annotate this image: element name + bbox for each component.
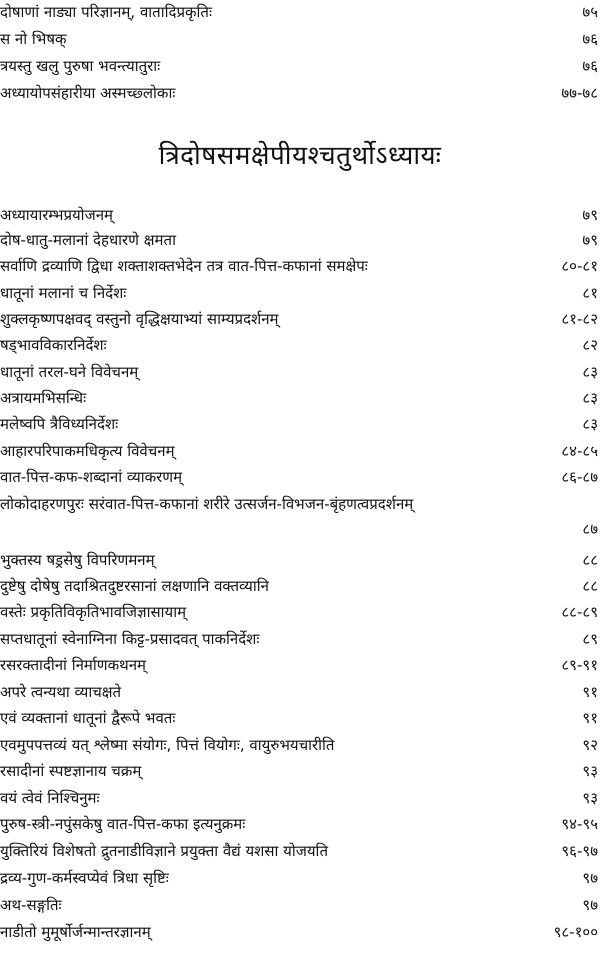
toc-entry-page: ८३ <box>582 389 598 407</box>
toc-entry-title: सर्वाणि द्रव्याणि द्विधा शक्ताशक्तभेदेन तत्र वात-पित्त-कफानां समक्षेपः <box>0 257 368 275</box>
toc-entry <box>0 735 600 755</box>
toc-entry-page: ८८ <box>582 577 598 595</box>
toc-entry <box>0 467 600 487</box>
toc-entry-title: एवं व्यक्तानां धातूनां द्वैरूपे भवतः <box>0 709 176 727</box>
toc-entry-title: धातूनां तरल-घने विवेचनम् <box>0 363 139 381</box>
toc-entry-page: ८३ <box>582 415 598 433</box>
toc-entry-title: सप्तधातूनां स्वेनाग्निना किट्ट-प्रसादवत् पाकनिर्देशः <box>0 630 260 648</box>
toc-entry <box>0 841 600 861</box>
toc-entry <box>0 708 600 728</box>
toc-entry <box>0 895 600 915</box>
toc-entry <box>0 362 600 382</box>
toc-entry-title: दोष-धातु-मलानां देहधारणे क्षमता <box>0 231 176 249</box>
toc-entry-page: ९२ <box>582 736 598 754</box>
toc-entry <box>0 309 600 329</box>
toc-entry-page: ८७ <box>582 520 598 538</box>
toc-entry-page: ८१-८२ <box>561 310 598 328</box>
toc-entry-continuation <box>0 519 600 539</box>
toc-entry-title: वात-पित्त-कफ-शब्दानां व्याकरणम् <box>0 468 183 486</box>
toc-entry <box>0 29 600 49</box>
toc-entry <box>0 2 600 22</box>
toc-entry <box>0 414 600 434</box>
toc-entry <box>0 761 600 781</box>
toc-entry-title: षड्भावविकारनिर्देशः <box>0 336 107 354</box>
toc-entry-page: ७६ <box>582 57 598 75</box>
toc-entry-page: ८९-९१ <box>561 656 598 674</box>
toc-entry <box>0 56 600 76</box>
toc-entry <box>0 576 600 596</box>
toc-entry-page: ७६ <box>582 30 598 48</box>
toc-entry-page: ९७ <box>582 896 598 914</box>
toc-entry <box>0 602 600 622</box>
toc-entry <box>0 494 600 514</box>
toc-entry-title: रसरक्तादीनां निर्माणकथनम् <box>0 656 147 674</box>
toc-entry-title: मलेष्वपि त्रैविध्यनिर्देशः <box>0 415 119 433</box>
toc-entry-page: ८३ <box>582 363 598 381</box>
toc-entry <box>0 814 600 834</box>
toc-entry-page: ८१ <box>582 284 598 302</box>
toc-entry <box>0 441 600 461</box>
toc-entry-page: ९१ <box>582 709 598 727</box>
toc-entry-page: ७९ <box>582 231 598 249</box>
toc-entry <box>0 83 600 103</box>
toc-entry <box>0 922 600 942</box>
toc-entry-title: लोकोदाहरणपुरः सरंवात-पित्त-कफानां शरीरे उत्सर्जन-विभजन-बृंहणत्वप्रदर्शनम् <box>0 495 414 513</box>
toc-entry <box>0 388 600 408</box>
toc-entry <box>0 682 600 702</box>
toc-entry-page: ९३ <box>582 762 598 780</box>
toc-entry-title: पुरुष-स्त्री-नपुंसकेषु वात-पित्त-कफा इत्यनुक्रमः <box>0 815 246 833</box>
toc-entry <box>0 655 600 675</box>
toc-entry-title: युक्तिरियं विशेषतो द्रुतनाडीविज्ञाने प्रयुक्ता वैद्यं यशसा योजयति <box>0 842 328 860</box>
toc-entry-page: ९८-१०० <box>553 923 598 941</box>
toc-entry-page: ९४-९५ <box>561 815 598 833</box>
toc-entry-page: ८८ <box>582 551 598 569</box>
toc-entry-page: ९३ <box>582 789 598 807</box>
toc-entry-title: एवमुपपत्तव्यं यत् श्लेष्मा संयोगः, पित्तं वियोगः, वायुरुभयचारीति <box>0 736 335 754</box>
toc-entry-page: ८८-८९ <box>561 603 598 621</box>
toc-entry-title: अथ-सङ्गतिः <box>0 896 62 914</box>
toc-entry-title: अपरे त्वन्यथा व्याचक्षते <box>0 683 122 701</box>
toc-entry-page: ९६-९७ <box>561 842 598 860</box>
toc-entry-title: भुक्तस्य षड्रसेषु विपरिणमनम् <box>0 551 155 569</box>
toc-entry-title: अध्यायोपसंहारीया अस्मच्छ्लोकाः <box>0 84 176 102</box>
toc-entry-title: वयं त्वेवं निश्चिनुमः <box>0 789 100 807</box>
toc-entry-title: वस्तेः प्रकृतिविकृतिभावजिज्ञासायाम् <box>0 603 187 621</box>
chapter-title: त्रिदोषसमक्षेपीयश्चतुर्थोऽध्यायः <box>158 141 442 171</box>
toc-entry-title: दोषाणां नाड्या परिज्ञानम्, वातादिप्रकृतिः <box>0 3 212 21</box>
toc-entry-page: ८९ <box>582 630 598 648</box>
toc-entry-page: ८०-८१ <box>561 257 598 275</box>
toc-entry-title: आहारपरिपाकमधिकृत्य विवेचनम् <box>0 442 175 460</box>
toc-entry <box>0 256 600 276</box>
toc-entry-page: ९१ <box>582 683 598 701</box>
toc-entry-title: रसादीनां स्पष्टज्ञानाय चक्रम् <box>0 762 142 780</box>
toc-entry-page: ८४-८५ <box>561 442 598 460</box>
toc-entry-page: ७५ <box>582 3 598 21</box>
toc-entry-title: दुष्टेषु दोषेषु तदाश्रितदुष्टरसानां लक्षणानि वक्तव्यानि <box>0 577 269 595</box>
toc-entry <box>0 868 600 888</box>
toc-entry-page: ७९ <box>582 206 598 224</box>
toc-entry-title: स नो भिषक् <box>0 30 67 48</box>
toc-entry-title: त्रयस्तु खलु पुरुषा भवन्त्यातुराः <box>0 57 161 75</box>
toc-entry-title: धातूनां मलानां च निर्देशः <box>0 284 127 302</box>
toc-entry-page: ९७ <box>582 869 598 887</box>
toc-entry <box>0 230 600 250</box>
toc-entry <box>0 550 600 570</box>
toc-entry-page: ८२ <box>582 336 598 354</box>
toc-entry <box>0 283 600 303</box>
toc-entry-title: द्रव्य-गुण-कर्मस्वप्येवं त्रिधा सृष्टिः <box>0 869 169 887</box>
toc-entry <box>0 629 600 649</box>
toc-entry-page: ७७-७८ <box>561 84 598 102</box>
toc-entry-title: शुक्लकृष्णपक्षवद् वस्तुनो वृद्धिक्षयाभ्यां साम्यप्रदर्शनम् <box>0 310 279 328</box>
toc-entry-title: नाडीतो मुमूर्षोर्जन्मान्तरज्ञानम् <box>0 923 151 941</box>
toc-entry <box>0 205 600 225</box>
toc-entry-page: ८६-८७ <box>561 468 598 486</box>
toc-entry-title: अत्रायमभिसन्धिः <box>0 389 87 407</box>
toc-entry-title: अध्यायारम्भप्रयोजनम् <box>0 206 113 224</box>
toc-entry <box>0 788 600 808</box>
toc-entry <box>0 335 600 355</box>
